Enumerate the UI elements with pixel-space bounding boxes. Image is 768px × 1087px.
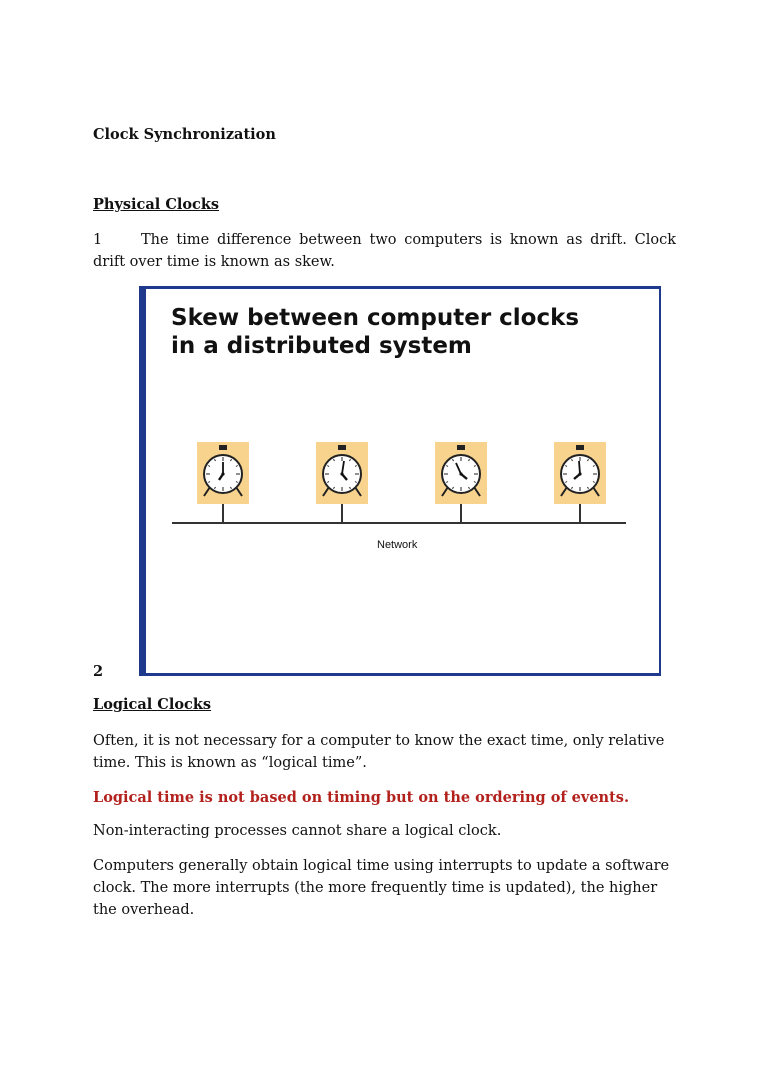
clock-center xyxy=(221,472,224,475)
clock-row xyxy=(197,442,606,523)
clock-center xyxy=(340,472,343,475)
skew-diagram xyxy=(146,289,659,673)
section-heading-logical-clocks: Logical Clocks xyxy=(93,696,212,713)
figure-title-line-2: in a distributed system xyxy=(171,333,472,359)
clock-bell-icon xyxy=(457,445,465,450)
paragraph-interrupts: Computers generally obtain logical time using interrupts to update a software clock. The more interrupts (the more frequently time is updated), the higher the overhead. xyxy=(93,858,670,918)
clock-center xyxy=(459,472,462,475)
clock-minute-hand xyxy=(579,461,580,474)
document-title: Clock Synchronization xyxy=(93,126,276,143)
clock-node xyxy=(197,442,249,523)
skew-diagram-figure xyxy=(139,286,661,676)
section-heading-physical-clocks: Physical Clocks xyxy=(93,196,220,213)
emphasis-paragraph: Logical time is not based on timing but on the ordering of events. xyxy=(93,789,629,806)
clock-node xyxy=(435,442,487,523)
clock-node xyxy=(554,442,606,523)
network-label: Network xyxy=(377,539,418,551)
figure-title-line-1: Skew between computer clocks xyxy=(171,305,580,331)
list-item-text: The time difference between two computers is known as drift. Clock drift over time is known as skew. xyxy=(93,232,676,270)
clock-center xyxy=(578,472,581,475)
clock-bell-icon xyxy=(576,445,584,450)
list-item-number: 1 xyxy=(93,232,103,248)
paragraph-logical-time: Often, it is not necessary for a computer to know the exact time, only relative time. This is known as “logical time”. xyxy=(93,733,665,771)
paragraph-non-interacting: Non-interacting processes cannot share a logical clock. xyxy=(93,823,502,839)
clock-bell-icon xyxy=(338,445,346,450)
clock-node xyxy=(316,442,368,523)
list-item-2-number: 2 xyxy=(93,663,104,680)
list-item-1 xyxy=(93,229,676,273)
clock-bell-icon xyxy=(219,445,227,450)
